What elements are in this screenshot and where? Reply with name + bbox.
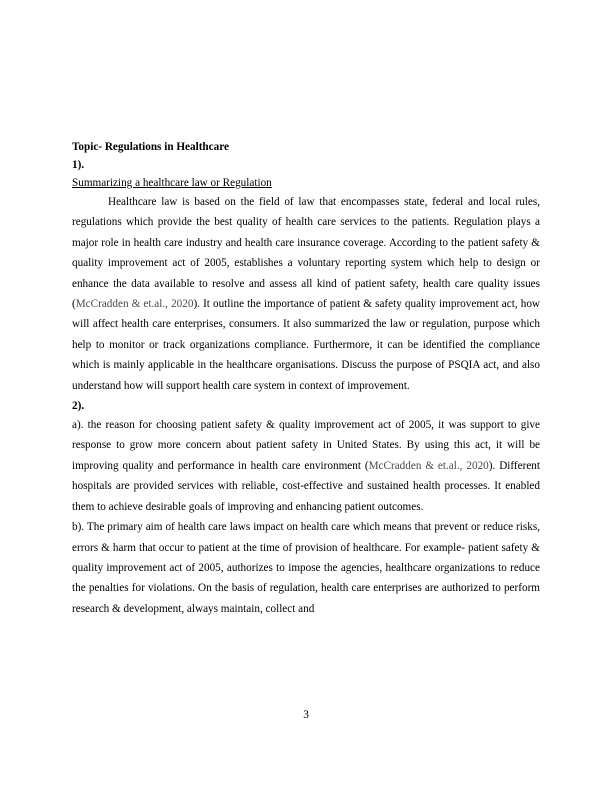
subheading: Summarizing a healthcare law or Regulation	[72, 177, 272, 189]
topic-title: Topic- Regulations in Healthcare	[72, 141, 229, 153]
paragraph-1	[72, 192, 540, 396]
paragraph-1-text-b: ). It outline the importance of patient & safety quality improvement act, how will affect health care enterprises, consumers. It also summarized the law or regulation, purpose which help to monitor or track organizations compliance. Furthermore, it can be identified the compliance which is mainly applicable in the healthcare organisations. Discuss the purpose of PSQIA act, and also understand how will support health care system in context of improvement.	[72, 298, 540, 392]
paragraph-1-text-a: Healthcare law is based on the field of law that encompasses state, federal and local rules, regulations which provide the best quality of health care services to the patients. Regulation plays a major role in health care industry and health care insurance coverage. According to the patient safety & quality improvement act of 2005, establishes a voluntary reporting system which help to design or enhance the data available to resolve and assess all kind of patient safety, health care quality issues (	[72, 196, 540, 311]
paragraph-a-text-a: a). the reason for choosing patient safety & quality improvement act of 2005, it was support to give response to grow more concern about patient safety in United States. By using this act, it will be improving quality and performance in health care environment (	[72, 419, 540, 472]
paragraph-a-text-b: ). Different hospitals are provided services with reliable, cost-effective and sustained health processes. It enabled them to achieve desirable goals of improving and enhancing patient outcomes.	[72, 459, 540, 513]
citation-1: McCradden & et.al., 2020	[75, 298, 194, 311]
citation-2: McCradden & et.al., 2020	[368, 459, 489, 472]
paragraph-b: b). The primary aim of health care laws impact on health care which means that prevent or reduce risks, errors & harm that occur to patient at the time of provision of healthcare. For example- patient safety & quality improvement act of 2005, authorizes to impose the agencies, healthcare organizations to reduce the penalties for violations. On the basis of regulation, health care enterprises are authorized to perform research & development, always maintain, collect and	[72, 521, 540, 615]
subheading-wrapper	[72, 174, 540, 192]
paragraph-a	[72, 415, 540, 517]
document-body	[72, 138, 540, 619]
section-2-number: 2).	[72, 400, 85, 413]
page-number: 3	[303, 709, 309, 721]
section-1-number: 1).	[72, 159, 85, 171]
